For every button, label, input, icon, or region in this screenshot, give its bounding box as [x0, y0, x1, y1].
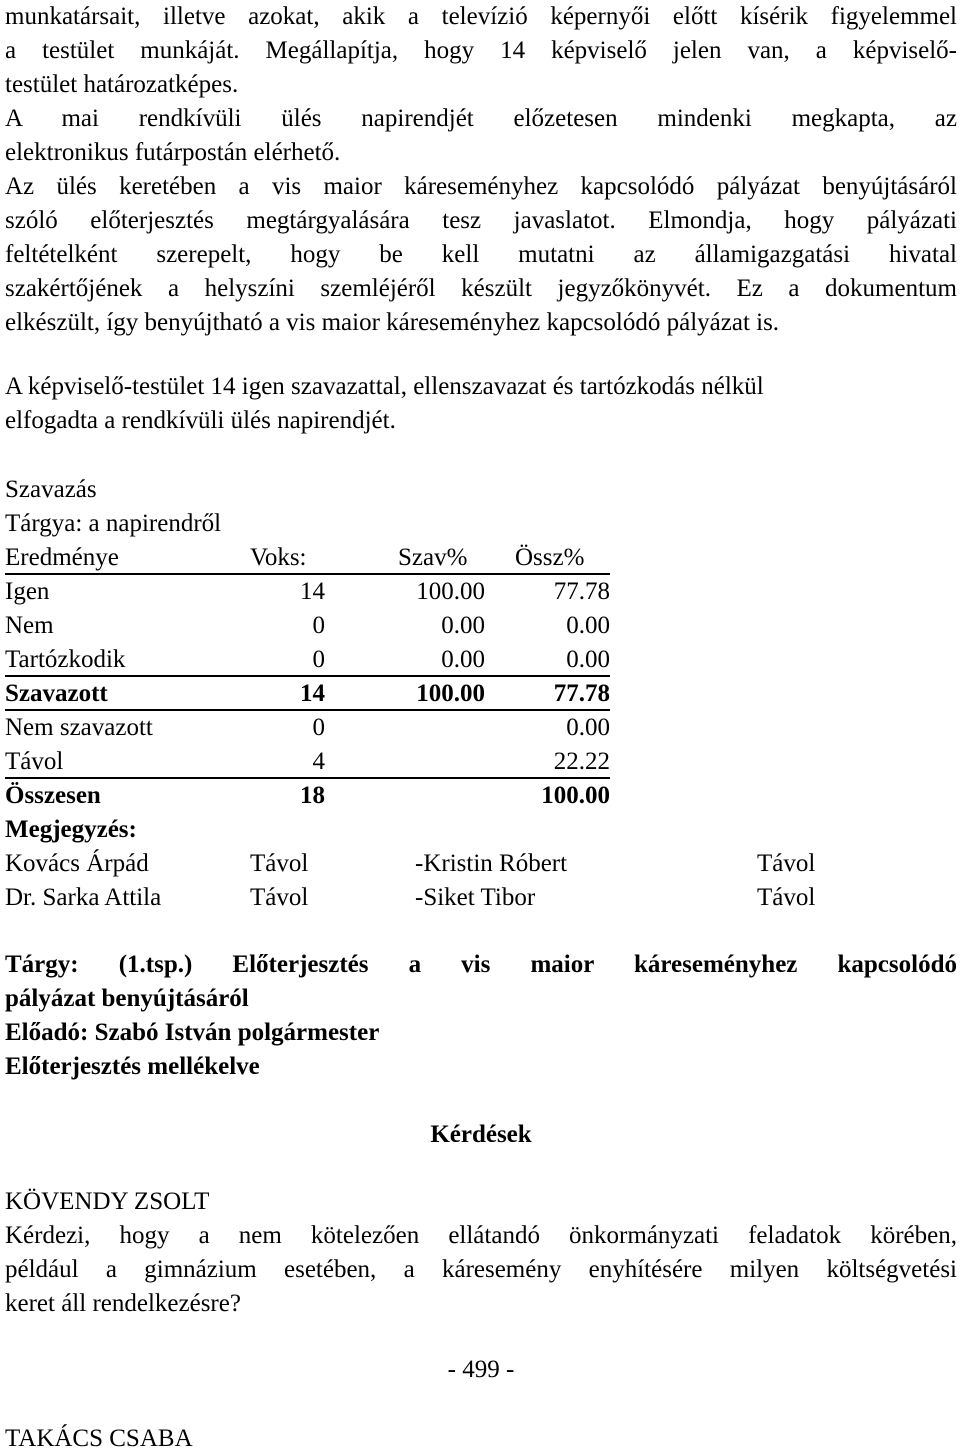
header-votes: Voks: — [250, 544, 307, 571]
member-status: Távol — [250, 850, 309, 877]
vote-count: 0 — [312, 612, 325, 639]
agenda-item — [5, 948, 957, 1084]
agenda-subject: Tárgy: (1.tsp.) Előterjesztés a vis maior káreseményhez kapcsolódó — [5, 951, 957, 978]
header-vote-percent: Szav% — [398, 544, 468, 571]
text-line: A képviselő-testület 14 igen szavazattal, ellenszavazat és tartózkodás nélkül — [5, 373, 764, 400]
vote-row-voted — [5, 677, 610, 711]
total-percent: 0.00 — [566, 612, 610, 639]
vote-count: 18 — [300, 782, 325, 809]
text-line: feltételként szerepelt, hogy be kell mutatni az államigazgatási hivatal — [5, 241, 957, 268]
agenda-presenter: Előadó: Szabó István polgármester — [5, 1019, 380, 1046]
vote-row-total — [5, 779, 610, 813]
vote-label: Nem szavazott — [5, 714, 153, 741]
member-name: -Kristin Róbert — [415, 850, 568, 877]
text-line: például a gimnázium esetében, a káresemény enyhítésére milyen költségvetési — [5, 1256, 957, 1283]
absentee-row — [5, 847, 905, 881]
member-status: Távol — [757, 884, 816, 911]
header-result: Eredménye — [5, 544, 119, 571]
vote-table — [5, 473, 905, 915]
vote-count: 0 — [312, 714, 325, 741]
text-line: elfogadta a rendkívüli ülés napirendjét. — [5, 407, 396, 434]
vote-row — [5, 643, 610, 677]
total-percent: 77.78 — [553, 680, 610, 707]
vote-count: 14 — [300, 578, 325, 605]
total-percent: 0.00 — [566, 714, 610, 741]
header-total-percent: Össz% — [515, 544, 585, 571]
member-name: Dr. Sarka Attila — [5, 884, 162, 911]
vote-title: Szavazás — [5, 476, 97, 503]
text-line: Az ülés keretében a vis maior káreseményhez kapcsolódó pályázat benyújtásáról — [5, 173, 957, 200]
vote-percent: 0.00 — [441, 612, 485, 639]
vote-label: Szavazott — [5, 680, 108, 707]
text-line: elkészült, így benyújtható a vis maior káreseményhez kapcsolódó pályázat is. — [5, 309, 780, 336]
speaker-block — [5, 1185, 957, 1321]
vote-label: Nem — [5, 612, 54, 639]
agenda-attachment: Előterjesztés mellékelve — [5, 1053, 260, 1080]
vote-header-row — [5, 541, 610, 575]
text-line: keret áll rendelkezésre? — [5, 1290, 241, 1317]
questions-heading: Kérdések — [430, 1121, 532, 1148]
vote-label: Távol — [5, 748, 64, 775]
absentee-row — [5, 881, 905, 915]
decision-text — [5, 370, 957, 438]
member-status: Távol — [757, 850, 816, 877]
speaker-name: KÖVENDY ZSOLT — [5, 1188, 210, 1215]
intro-text — [5, 0, 957, 340]
vote-label: Összesen — [5, 782, 101, 809]
member-name: Kovács Árpád — [5, 850, 149, 877]
text-line: A mai rendkívüli ülés napirendjét előzetesen mindenki megkapta, az — [5, 105, 957, 132]
text-line: szóló előterjesztés megtárgyalására tesz javaslatot. Elmondja, hogy pályázati — [5, 207, 957, 234]
speaker-name: TAKÁCS CSABA — [5, 1425, 193, 1452]
vote-percent: 100.00 — [416, 578, 485, 605]
vote-count: 0 — [312, 646, 325, 673]
total-percent: 0.00 — [566, 646, 610, 673]
vote-subject: Tárgya: a napirendről — [5, 510, 222, 537]
agenda-subject-cont: pályázat benyújtásáról — [5, 985, 249, 1012]
speaker-block — [5, 1422, 957, 1456]
total-percent: 22.22 — [553, 748, 610, 775]
vote-label: Igen — [5, 578, 50, 605]
vote-row — [5, 711, 610, 745]
vote-count: 4 — [312, 748, 325, 775]
vote-label: Tartózkodik — [5, 646, 126, 673]
text-line: a testület munkáját. Megállapítja, hogy 14 képviselő jelen van, a képviselő- — [5, 37, 957, 64]
page-number: - 499 - — [447, 1356, 515, 1383]
total-percent: 77.78 — [553, 578, 610, 605]
vote-percent: 100.00 — [416, 680, 485, 707]
vote-row — [5, 609, 610, 643]
vote-percent: 0.00 — [441, 646, 485, 673]
text-line: szakértőjének a helyszíni szemléjéről készült jegyzőkönyvét. Ez a dokumentum — [5, 275, 957, 302]
text-line: munkatársait, illetve azokat, akik a televízió képernyői előtt kísérik figyelemmel — [5, 3, 957, 30]
note-label: Megjegyzés: — [5, 816, 137, 843]
member-name: -Siket Tibor — [415, 884, 536, 911]
vote-row — [5, 575, 610, 609]
text-line: Kérdezi, hogy a nem kötelezően ellátandó önkormányzati feladatok körében, — [5, 1222, 957, 1249]
text-line: elektronikus futárpostán elérhető. — [5, 139, 341, 166]
vote-row — [5, 745, 610, 779]
text-line: testület határozatképes. — [5, 71, 239, 98]
total-percent: 100.00 — [541, 782, 610, 809]
member-status: Távol — [250, 884, 309, 911]
vote-count: 14 — [300, 680, 325, 707]
